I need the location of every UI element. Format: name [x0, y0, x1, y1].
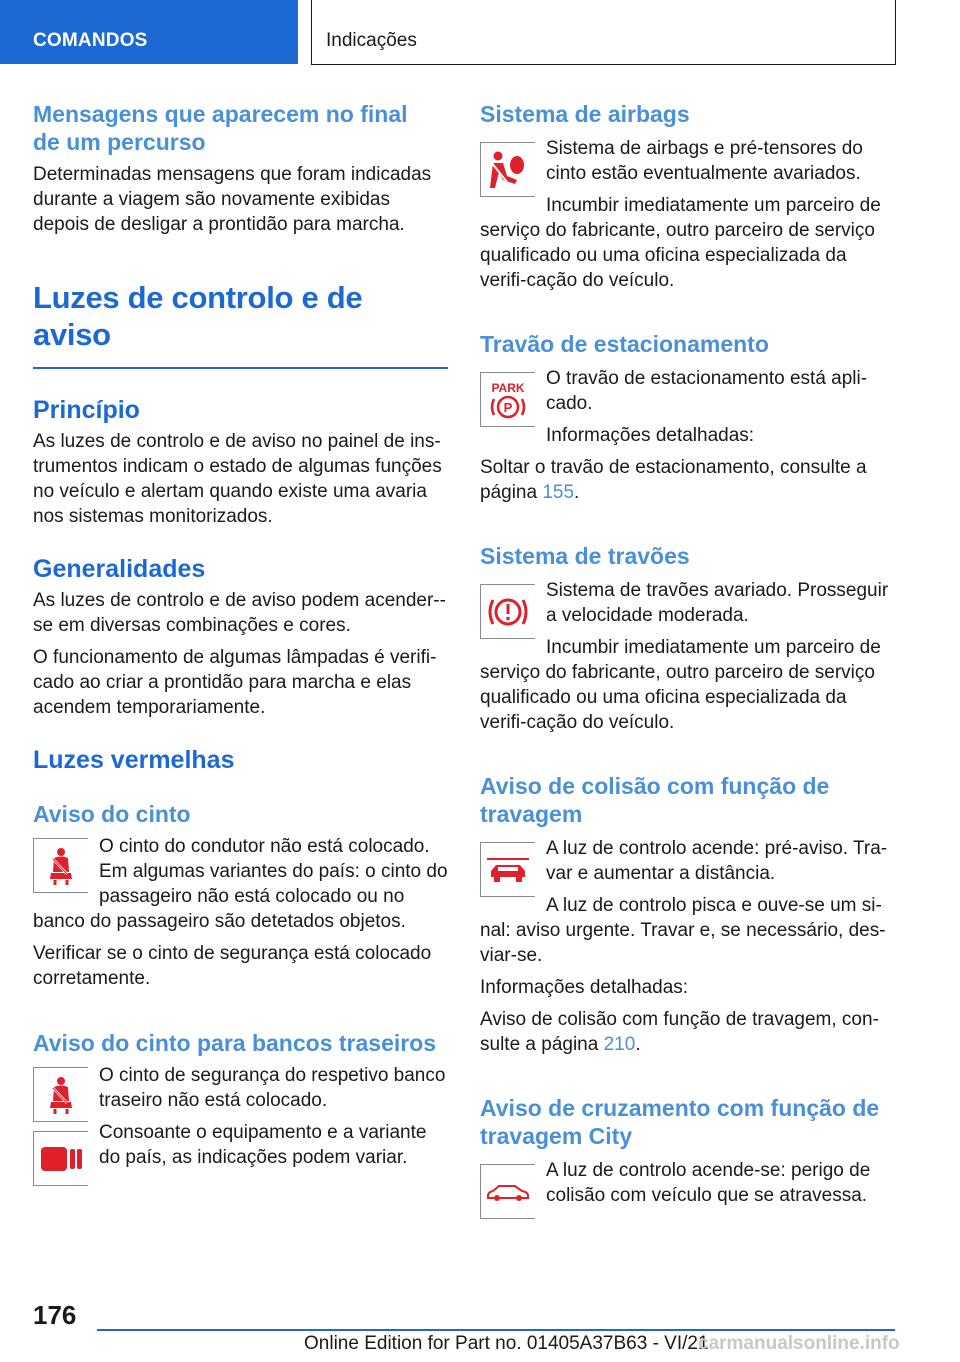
heading-aviso-cinto: Aviso do cinto [33, 801, 191, 827]
right-column [480, 100, 895, 1208]
heading-luzes: Luzes de controlo e de aviso [33, 280, 363, 352]
text-colisao-2b: nal: aviso urgente. Travar e, se necessário, des-viar-se. [480, 920, 886, 966]
text-colisao-3: Informações detalhadas: [480, 977, 689, 998]
heading-travao: Travão de estacionamento [480, 331, 769, 357]
crossing-warning-row [480, 1158, 895, 1208]
page-number: 176 [33, 1300, 77, 1330]
rear-seatbelt-icon [33, 1067, 88, 1122]
brake-system-icon [480, 584, 535, 639]
heading-principio: Princípio [33, 396, 140, 424]
rear-seatbelt-row [33, 1063, 448, 1183]
section-title: COMANDOS [33, 30, 148, 51]
text-colisao-4: Aviso de colisão com função de travagem, con-sulte a página 210. [480, 1009, 879, 1055]
heading-rule [33, 367, 448, 369]
text-colisao-1: A luz de controlo acende: pré-aviso. Tra-var e aumentar a distância. [546, 838, 888, 884]
section-tab [0, 0, 298, 64]
text-airbags-2b: serviço do fabricante, outro parceiro de serviço qualificado ou uma oficina especializada da verifi-cação do veículo. [480, 220, 875, 291]
text-principio: As luzes de controlo e de aviso no painel de ins-trumentos indicam o estado de algumas funções no veículo e alertam quando existe uma avaria nos sistemas monitorizados. [33, 431, 442, 527]
text-travao-1: O travão de estacionamento está apli-cado. [546, 368, 868, 414]
chapter-title: Indicações [326, 30, 417, 51]
collision-warning-row [480, 836, 895, 968]
brake-system-row [480, 578, 895, 735]
text-traseiros-1: O cinto de segurança do respetivo banco traseiro não está colocado. [99, 1065, 446, 1111]
crossing-warning-icon [480, 1164, 535, 1219]
heading-cinto-traseiros: Aviso do cinto para bancos traseiros [33, 1030, 437, 1056]
seatbelt-icon [33, 838, 88, 893]
footer-edition: Online Edition for Part no. 01405A37B63 - VI/21 [304, 1333, 709, 1354]
parking-brake-icon [480, 372, 535, 427]
airbag-row [480, 136, 895, 293]
heading-travoes: Sistema de travões [480, 543, 690, 569]
chapter-tab [311, 0, 896, 65]
heading-airbags: Sistema de airbags [480, 101, 690, 127]
heading-colisao: Aviso de colisão com função de travagem [480, 773, 830, 827]
page-link-155[interactable]: 155 [542, 482, 575, 503]
heading-luzes-vermelhas: Luzes vermelhas [33, 746, 235, 774]
text-mensagens: Determinadas mensagens que foram indicadas durante a viagem são novamente exibidas depois de desligar a prontidão para marcha. [33, 164, 432, 235]
text-travao-3: Soltar o travão de estacionamento, consulte a página 155. [480, 457, 867, 503]
heading-mensagens: Mensagens que aparecem no final de um percurso [33, 101, 408, 155]
heading-cruzamento: Aviso de cruzamento com função de travagem City [480, 1095, 880, 1149]
text-cinto-2: Verificar se o cinto de segurança está colocado corretamente. [33, 943, 432, 989]
rear-seat-status-icon [33, 1131, 88, 1186]
text-cinto-1a: O cinto do condutor não está colocado. Em algumas variantes do país: o cinto do passageiro não está colocado ou no [99, 836, 448, 907]
text-travao-2: Informações detalhadas: [546, 425, 755, 446]
text-cinto-1b: banco do passageiro são detetados objetos. [33, 911, 406, 932]
footer-rule [97, 1329, 895, 1331]
heading-generalidades: Generalidades [33, 555, 206, 583]
text-generalidades-1: As luzes de controlo e de aviso podem acender--se em diversas combinações e cores. [33, 590, 446, 636]
text-travoes-2a: Incumbir imediatamente um parceiro de [546, 637, 881, 658]
text-traseiros-2: Consoante o equipamento e a variante do país, as indicações podem variar. [99, 1122, 427, 1168]
text-airbags-1: Sistema de airbags e pré-tensores do cinto estão eventualmente avariados. [546, 138, 863, 184]
watermark: carmanualsonline.info [698, 1333, 900, 1354]
park-label: PARK [491, 380, 525, 395]
text-colisao-2a: A luz de controlo pisca e ouve-se um si- [546, 895, 882, 916]
parking-brake-row [480, 366, 895, 448]
text-airbags-2a: Incumbir imediatamente um parceiro de [546, 195, 881, 216]
page-link-210[interactable]: 210 [603, 1034, 636, 1055]
svg-text:P: P [503, 399, 513, 415]
text-cruzamento-1: A luz de controlo acende-se: perigo de colisão com veículo que se atravessa. [546, 1160, 871, 1206]
left-column [33, 100, 448, 1183]
text-generalidades-2: O funcionamento de algumas lâmpadas é verifi-cado ao criar a prontidão para marcha e elas acendem temporariamente. [33, 647, 437, 718]
text-travoes-1: Sistema de travões avariado. Prosseguir a velocidade moderada. [546, 580, 889, 626]
seatbelt-warning-row [33, 834, 448, 934]
airbag-icon [480, 142, 535, 197]
text-travoes-2b: serviço do fabricante, outro parceiro de serviço qualificado ou uma oficina especializada da verifi-cação do veículo. [480, 662, 875, 733]
collision-warning-icon [480, 842, 535, 897]
